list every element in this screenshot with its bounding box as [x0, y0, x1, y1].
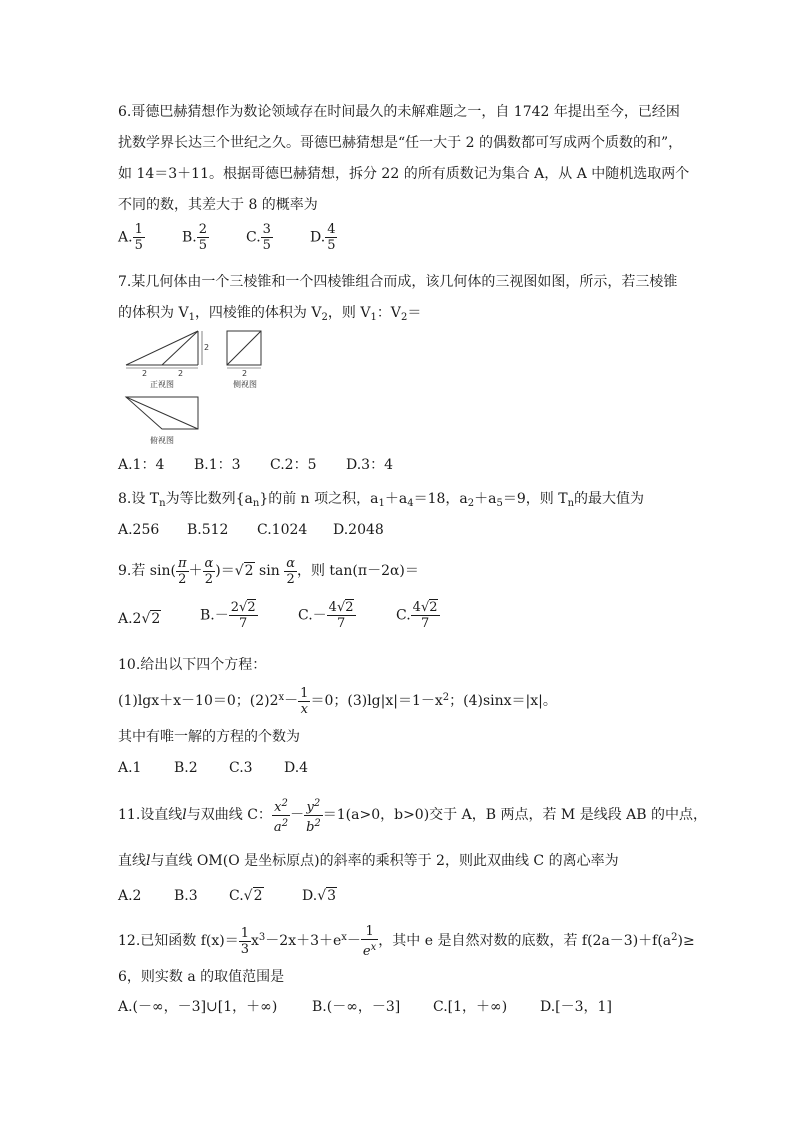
q7-option-c: C.2：5: [270, 457, 317, 473]
q9-option-d: C. $\frac{4√2}{7}$: [396, 600, 438, 631]
q8-line-1: 8.设 $T_n$为等比数列$\{a_n\}$的前 n 项之积，$a_1+a_4=18$，$a_2+a_5=9$，则 $T_n$的最大值为: [118, 491, 645, 509]
front-view: [126, 331, 202, 368]
q8-option-a: A.256: [118, 522, 160, 538]
q11-option-d: D.√3: [302, 888, 337, 904]
q11-option-b: B.3: [174, 888, 198, 904]
three-view-figure: [120, 325, 280, 450]
q10-option-b: B.2: [174, 760, 198, 776]
q6-line-2: 扰数学界长达三个世纪之久。哥德巴赫猜想是“任一大于 2 的偶数都可写成两个质数的和”，: [118, 135, 683, 151]
q7-option-b: B.1：3: [194, 457, 241, 473]
q7-option-d: D.3：4: [346, 457, 393, 473]
q8-option-c: C.1024: [257, 522, 308, 538]
front-view-label: 正视图: [150, 380, 174, 389]
q11-option-c: C.√2: [229, 888, 263, 904]
q9-option-b: B.－ $\frac{2√2}{7}$: [200, 600, 256, 631]
side-dim: 2: [242, 369, 248, 378]
q6-line-4: 不同的数，其差大于 8 的概率为: [118, 197, 318, 213]
q8-option-d: D.2048: [333, 522, 384, 538]
q6-option-a: A. $\frac{1}{5}$: [118, 222, 143, 253]
q12-option-a: A.(－∞，－3]∪[1，＋∞): [118, 999, 278, 1015]
q10-line-1: 10.给出以下四个方程：: [118, 657, 267, 673]
q6-option-d: D. $\frac{4}{5}$: [310, 222, 336, 253]
front-dim-left: 2: [142, 369, 148, 378]
q6-option-b: B. $\frac{2}{5}$: [182, 222, 208, 253]
front-dim-right: 2: [178, 369, 184, 378]
q10-option-c: C.3: [229, 760, 253, 776]
front-dim-height: 2: [204, 343, 210, 352]
q9-option-c: C.－ $\frac{4√2}{7}$: [298, 600, 354, 631]
q10-line-2: (1)lgx＋x－10＝0；$(2)2^x-$ $\frac{1}{x}$ ＝0；$(3)\lg|x|=1-x^2$；(4)sinx＝|x|。: [118, 685, 557, 717]
q9-option-a: A.2√2: [118, 611, 161, 627]
q6-line-3: 如 14＝3＋11。根据哥德巴赫猜想，拆分 22 的所有质数记为集合 A，从 A 中随机选取两个: [118, 166, 690, 182]
q7-option-a: A.1：4: [118, 457, 165, 473]
q12-option-d: D.[－3，1]: [540, 999, 612, 1015]
top-view-label: 俯视图: [150, 436, 174, 445]
q10-option-d: D.4: [284, 760, 309, 776]
q7-line-1: 7.某几何体由一个三棱锥和一个四棱锥组合而成，该几何体的三视图如图，所示，若三棱锥: [118, 274, 678, 290]
q12-line-2: 6，则实数 a 的取值范围是: [118, 969, 285, 985]
q7-line-2: 的体积为 $V_1$，四棱锥的体积为 $V_2$，则 $V_1$：$V_2=$: [118, 305, 422, 323]
q9-line-1: 9.若 sin( $\frac{\pi}{2}$ ＋ $\frac{\alpha}{2}$ )＝√2 sin $\frac{\alpha}{2}$ ，则 tan(π－2α)＝: [118, 555, 419, 587]
q11-line-1: 11.设直线l与双曲线 C： $\frac{x^2}{a^2}$ － $\frac{y^2}{b^2}$ ＝1(a>0，b>0)交于 A，B 两点，若 M 是线段 AB 的中点，: [118, 797, 708, 835]
q8-option-b: B.512: [187, 522, 229, 538]
q10-line-3: 其中有唯一解的方程的个数为: [118, 729, 300, 745]
q10-option-a: A.1: [118, 760, 142, 776]
q6-line-1: 6.哥德巴赫猜想作为数论领域存在时间最久的未解难题之一，自 1742 年提出至今，已经困: [118, 104, 680, 120]
top-view: [126, 397, 198, 429]
q11-option-a: A.2: [118, 888, 142, 904]
q6-option-c: C. $\frac{3}{5}$: [246, 222, 271, 253]
q11-line-2: 直线l与直线 OM(O 是坐标原点)的斜率的乘积等于 2，则此双曲线 C 的离心率为: [118, 853, 619, 869]
side-view-label: 侧视图: [233, 380, 257, 389]
q12-option-b: B.(－∞，－3]: [312, 999, 401, 1015]
q12-option-c: C.[1，＋∞): [433, 999, 508, 1015]
q12-line-1: 12.已知函数 f(x)＝ $\frac{1}{3}$ $x^3-2x+3+e^x-$ $\frac{1}{e^x}$ ，其中 e 是自然对数的底数，若 $f(2a-3)+f(a^2)\ge$: [118, 923, 695, 959]
side-view: [227, 331, 261, 368]
